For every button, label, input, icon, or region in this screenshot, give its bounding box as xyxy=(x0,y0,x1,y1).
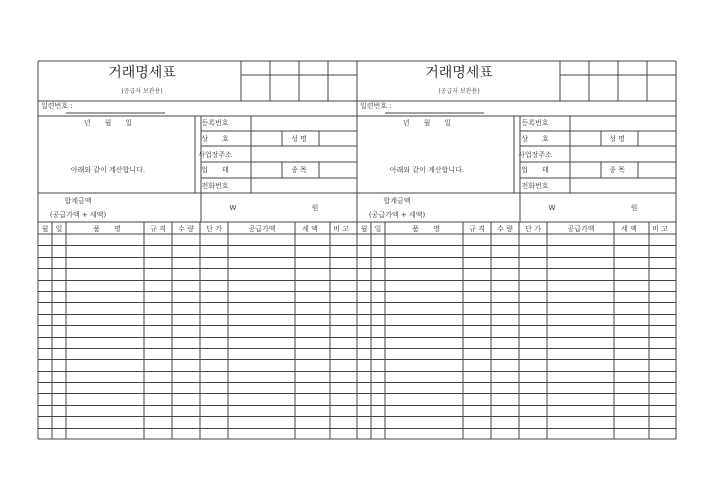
rep-name-label: 성 명 xyxy=(291,135,307,143)
col-unit-price: 단 가 xyxy=(206,225,222,233)
total-amount-sublabel: (공급가액 + 세액) xyxy=(368,211,426,219)
phone-label: 전화번호 xyxy=(201,182,229,190)
serial-number-label: 일련번호 : xyxy=(360,102,392,110)
calc-statement: 아래와 같이 계산합니다. xyxy=(389,166,465,174)
col-qty: 수 량 xyxy=(497,225,513,233)
total-amount-label: 합계금액 xyxy=(64,197,92,205)
phone-label: 전화번호 xyxy=(521,182,549,190)
address-label: 사업장주소 xyxy=(518,151,552,159)
date-label: 년 월 일 xyxy=(83,119,133,127)
business-type-label: 업 태 xyxy=(521,166,549,174)
business-type-label: 업 태 xyxy=(201,166,229,174)
col-unit-price: 단 가 xyxy=(525,225,541,233)
item-type-label: 종 목 xyxy=(291,166,307,174)
col-product: 품 명 xyxy=(412,225,440,233)
company-label: 상 호 xyxy=(201,135,229,143)
won-symbol: W xyxy=(229,204,237,212)
address-label: 사업장주소 xyxy=(198,151,232,159)
total-amount-sublabel: (공급가액 + 세액) xyxy=(49,211,107,219)
reg-no-label: 등록번호 xyxy=(521,119,549,127)
date-label: 년 월 일 xyxy=(402,119,452,127)
rep-name-label: 성 명 xyxy=(609,135,625,143)
col-tax: 세 액 xyxy=(302,225,318,233)
col-supply-value: 공급가액 xyxy=(567,225,595,233)
calc-statement: 아래와 같이 계산합니다. xyxy=(70,166,146,174)
col-day: 일 xyxy=(55,225,63,233)
col-qty: 수 량 xyxy=(178,225,194,233)
col-product: 품 명 xyxy=(93,225,121,233)
won-unit: 원 xyxy=(311,204,319,212)
col-supply-value: 공급가액 xyxy=(248,225,276,233)
form-subtitle: (공급자 보관용) xyxy=(121,88,163,95)
company-label: 상 호 xyxy=(521,135,549,143)
col-spec: 규 격 xyxy=(469,225,485,233)
form-subtitle: (공급자 보관용) xyxy=(438,88,480,95)
col-day: 일 xyxy=(374,225,382,233)
total-amount-label: 합계금액 xyxy=(383,197,411,205)
col-remarks: 비 고 xyxy=(652,225,668,233)
won-unit: 원 xyxy=(630,204,638,212)
col-spec: 규 격 xyxy=(150,225,166,233)
form-title: 거래명세표 xyxy=(108,65,176,81)
col-month: 월 xyxy=(360,225,368,233)
form-title: 거래명세표 xyxy=(425,65,493,81)
won-symbol: W xyxy=(548,204,556,212)
reg-no-label: 등록번호 xyxy=(201,119,229,127)
serial-number-label: 일련번호 : xyxy=(41,102,73,110)
col-remarks: 비 고 xyxy=(333,225,349,233)
item-type-label: 종 목 xyxy=(609,166,625,174)
col-month: 월 xyxy=(41,225,49,233)
col-tax: 세 액 xyxy=(621,225,637,233)
